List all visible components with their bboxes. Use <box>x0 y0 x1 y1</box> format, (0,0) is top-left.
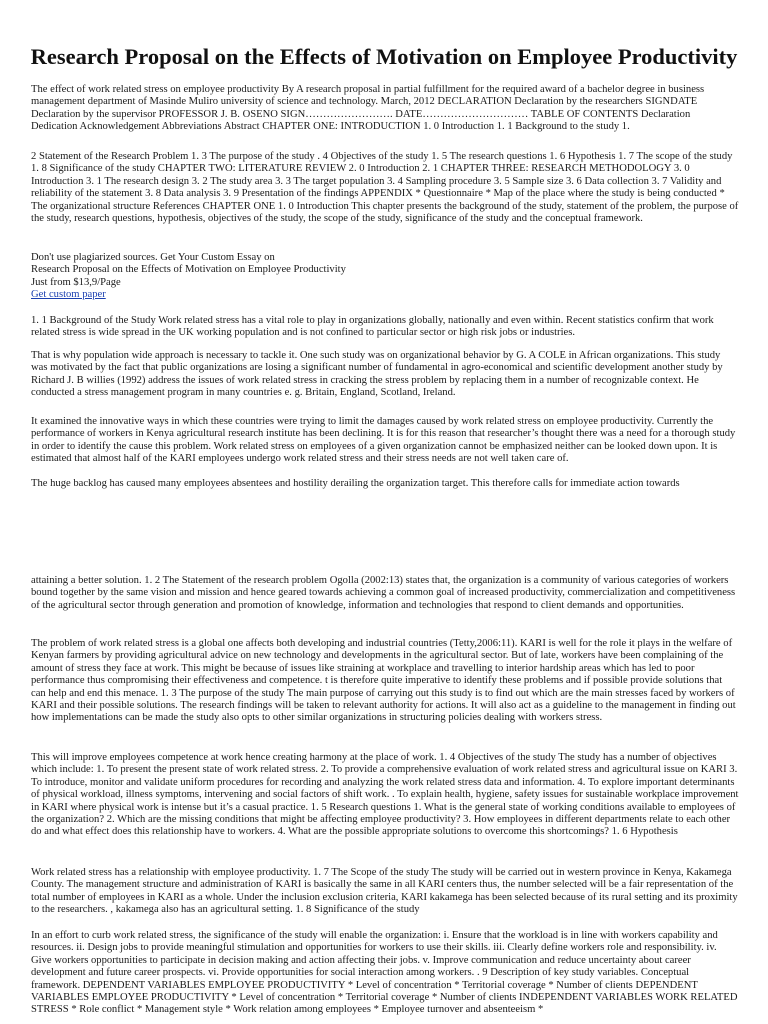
paragraph-intro: The effect of work related stress on employee productivity By A research proposal in partial fulfillment for the required award of a bachelor degree in business management department of Masinde Muliro university of science and technology. March, 2012 DECLARATION Declaration by the researchers SIGNDATE Declaration by the supervisor PROFESSOR J. B. OSENO SIGN……………………. DATE………………………… TABLE OF CONTENTS Declaration Dedication Acknowledgement Abbreviations Abstract CHAPTER ONE: INTRODUCTION 1. 0 Introduction 1. 1 Background to the study 1. <box>31 84 705 133</box>
paragraph-population: That is why population wide approach is necessary to tackle it. One such study was on organizational behavior by G. A COLE in African organizations. This study was motivated by the fact that public organizations are losing a significant number of fundamental in agro-economical and scientific development another study by Richard J. B willies (1992) address the issues of work related stress in cracking the stress problem by replacing them in a number of recognizable context. He conducted a stress management program in many countries e. g. Britain, England, Scotland, Ireland. <box>31 350 723 399</box>
promo-line: Research Proposal on the Effects of Motivation on Employee Productivity <box>31 264 346 276</box>
document-title: Research Proposal on the Effects of Motivation on Employee Productivity <box>30 44 738 69</box>
paragraph-scope: Work related stress has a relationship with employee productivity. 1. 7 The Scope of the study The study will be carried out in western province in Kenya, Kakamega County. The management structure and administration of KARI is basically the same in all KARI centers thus, the number selected will be a fair representation of the total number of employees in KARI as a whole. Under the inclusion exclusion criteria, KARI kakamega has been selected because of its rural setting and its proximity to the researchers. , kakamega also has an agricultural setting. 1. 8 Significance of the study <box>31 867 738 916</box>
promo-price: Just from $13,9/Page <box>31 276 121 288</box>
promo-line: Don't use plagiarized sources. Get Your Custom Essay on <box>31 252 275 263</box>
paragraph-contents: 2 Statement of the Research Problem 1. 3 The purpose of the study . 4 Objectives of the study 1. 5 The research questions 1. 6 Hypothesis 1. 7 The scope of the study 1. 8 Significance of the study CHAPTER TWO: LITERATURE REVIEW 2. 0 Introduction 2. 1 CHAPTER THREE: RESEARCH METHODOLOGY 3. 0 Introduction 3. 1 The research design 3. 2 The study area 3. 3 The target population 3. 4 Sampling procedure 3. 5 Sample size 3. 6 Data collection 3. 7 Validity and reliability of the statement 3. 8 Data analysis 3. 9 Presentation of the findings APPENDIX * Questionnaire * Map of the place where the study is being conducted * The organizational structure References CHAPTER ONE 1. 0 Introduction This chapter presents the background of the study, statement of the problem, the purpose of the study, research questions, hypothesis, objectives of the study, the scope of the study, significance of the study and the conceptual framework. <box>31 151 739 225</box>
paragraph-backlog: The huge backlog has caused many employees absentees and hostility derailing the organization target. This therefore calls for immediate action towards <box>31 478 680 489</box>
paragraph-kari: It examined the innovative ways in which these countries were trying to limit the damages caused by work related stress on employee productivity. Currently the performance of workers in Kenya agricultural research institute has been declining. It is for this reason that researcher’s thought there was a need for a thorough study in order to identify the cause this problem. Work related stress on employees of a given organization cannot be emphasized neither can be looked down upon. It is estimated that almost half of the KARI employees undergo work related stress and their stress needs are not well taken care of. <box>31 416 736 465</box>
paragraph-background: 1. 1 Background of the Study Work related stress has a vital role to play in organizations globally, nationally and even within. Recent statistics confirm that work related stress is wide spread in the UK working population and is not confined to particular sector or high risk jobs or industries. <box>31 315 714 339</box>
paragraph-global-problem: The problem of work related stress is a global one affects both developing and industrial countries (Tetty,2006:11). KARI is well for the role it plays in the welfare of Kenyan farmers by providing agricultural advice on new technology and developments in the agricultural sector. But of late, workers have been complaining of the amount of stress they face at work. This might be because of issues like straining at workplace and travelling to interior hardship areas which has led to poor performance thus compromising their effectiveness and competence. t is therefore quite imperative to identify these problems and if possible provide solutions that can help and end this menace. 1. 3 The purpose of the study The main purpose of carrying out this study is to find out which are the main stresses faced by workers of KARI and their possible solutions. The research findings will be taken to relevant authority for actions. It will also act as a guideline to the management in finding out how implementations can be made the study also opts to other similar organizations in structuring policies dealing with workers stress. <box>31 638 736 724</box>
paragraph-problem-statement: attaining a better solution. 1. 2 The Statement of the research problem Ogolla (2002:13) states that, the organization is a community of various categories of workers bound together by the same vision and mission and hence geared towards achieving a common goal of increased productivity, commercialization and competitiveness of the agricultural sector through generation and promotion of knowledge, information and technologies that respond to client demands and opportunities. <box>31 575 736 611</box>
get-custom-paper-link[interactable]: Get custom paper <box>31 289 106 301</box>
custom-essay-promo <box>31 252 739 302</box>
paragraph-significance: In an effort to curb work related stress, the significance of the study will enable the organization: i. Ensure that the workload is in line with workers capability and resources. ii. Design jobs to provide meaningful stimulation and opportunities for workers to use their skills. iii. Clearly define workers role and responsibility. iv. Give workers opportunities to participate in decision making and action affecting their jobs. v. Improve communication and reduce uncertainty about career development and future career prospects. vi. Provide opportunities for social interaction among workers. . 9 Description of key study variables. Conceptual framework. DEPENDENT VARIABLES EMPLOYEE PRODUCTIVITY * Level of concentration * Territorial coverage * Number of clients DEPENDENT VARIABLES EMPLOYEE PRODUCTIVITY * Level of concentration * Territorial coverage * Number of clients INDEPENDENT VARIABLES WORK RELATED STRESS * Role conflict * Management style * Work relation among employees * Employee turnover and absenteeism * <box>31 930 738 1016</box>
paragraph-objectives: This will improve employees competence at work hence creating harmony at the place of work. 1. 4 Objectives of the study The study has a number of objectives which include: 1. To present the present state of work related stress. 2. To provide a comprehensive evaluation of work related stress and agricultural issue on KARI 3. To introduce, monitor and validate uniform procedures for recording and analyzing the work related stress data and information. 4. To explore important determinants of physical workload, illness symptoms, intervening and social factors of shift work. . To explain health, hygiene, safety issues for sustainable workplace improvement in KARI where physical work is intense but it’s a casual practice. 1. 5 Research questions 1. What is the general state of working conditions available to employees of the organization? 2. Which are the missing conditions that might be affecting employee productivity? 3. How employees in different departments relate to each other do and what effect does this relationship have to workers. 4. What are the possible appropriate solutions to overcome this shortcomings? 1. 6 Hypothesis <box>31 752 739 838</box>
